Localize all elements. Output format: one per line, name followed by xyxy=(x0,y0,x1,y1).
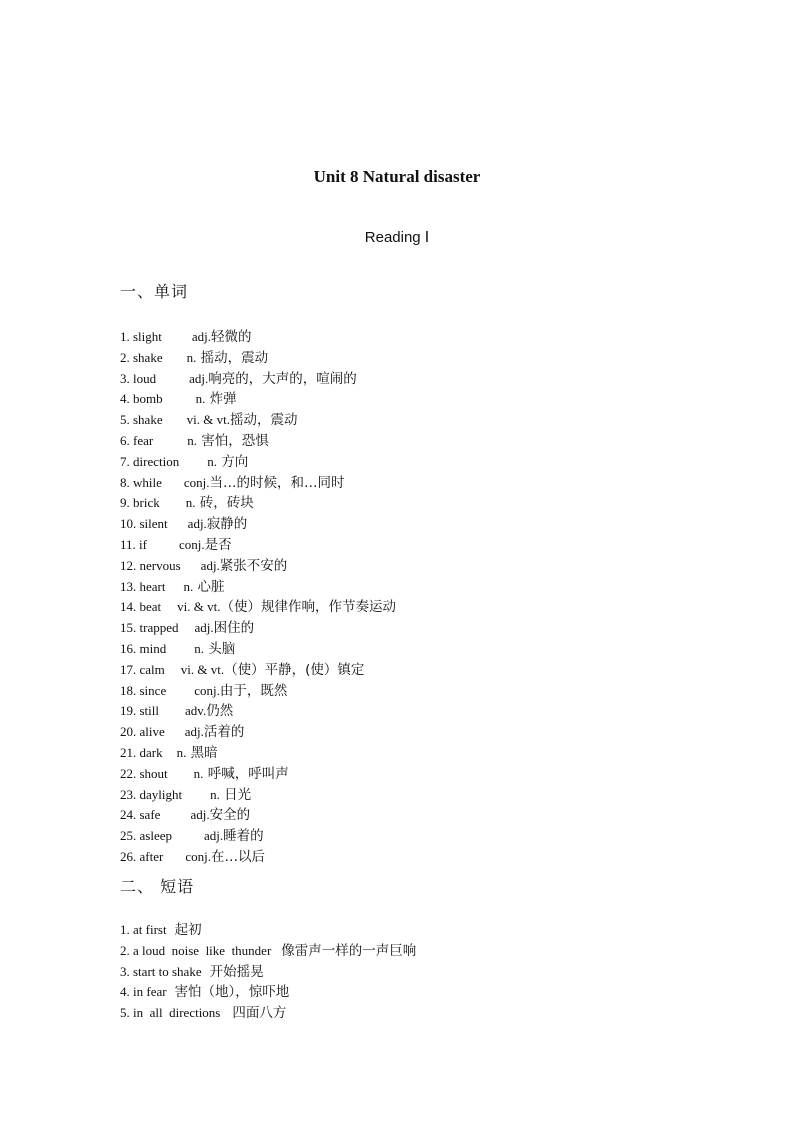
vocab-word: 15. trapped xyxy=(120,620,179,636)
section-heading-phrases: 二、 短语 xyxy=(120,877,195,896)
vocab-meaning: 黑暗 xyxy=(186,744,218,761)
phrase-chinese: 像雷声一样的一声巨响 xyxy=(281,942,417,959)
vocab-meaning: 在…以后 xyxy=(210,848,265,865)
vocab-part-of-speech: adv. xyxy=(185,703,207,719)
vocab-item xyxy=(120,327,396,348)
vocab-meaning: 摇动，震动 xyxy=(229,412,298,429)
vocab-meaning: 仍然 xyxy=(206,703,234,720)
vocab-item xyxy=(120,847,396,868)
vocab-word: 20. alive xyxy=(120,724,165,740)
vocab-word: 10. silent xyxy=(120,516,168,532)
vocabulary-list xyxy=(120,327,396,868)
vocab-item xyxy=(120,369,396,390)
vocab-item xyxy=(120,410,396,431)
vocab-word: 24. safe xyxy=(120,807,161,823)
vocab-word: 16. mind xyxy=(120,640,167,656)
vocab-meaning: 炸弹 xyxy=(205,391,237,408)
vocab-meaning: 是否 xyxy=(204,536,232,553)
vocab-word: 8. while xyxy=(120,474,162,490)
vocab-part-of-speech: conj. xyxy=(178,536,205,552)
vocab-meaning: 头脑 xyxy=(203,640,236,657)
vocab-word: 7. direction xyxy=(120,453,180,469)
phrase-english: 3. start to shake xyxy=(120,963,202,979)
vocab-word: 11. if xyxy=(120,536,147,552)
phrase-item xyxy=(120,920,416,941)
vocab-item xyxy=(120,452,396,473)
vocab-meaning: 活着的 xyxy=(203,724,245,741)
vocab-item xyxy=(120,681,396,702)
vocab-meaning: 呼喊，呼叫声 xyxy=(203,765,289,782)
phrase-english: 5. in all directions xyxy=(120,1005,221,1021)
vocab-item xyxy=(120,577,396,598)
vocab-part-of-speech: vi. & vt. xyxy=(177,599,221,615)
vocab-meaning: 砖，砖块 xyxy=(195,495,254,512)
vocab-part-of-speech: n. xyxy=(176,744,187,760)
phrase-chinese: 开始摇晃 xyxy=(209,963,264,980)
vocab-part-of-speech: adj. xyxy=(190,807,210,823)
vocab-meaning: 寂静的 xyxy=(206,516,248,533)
vocab-meaning: 安全的 xyxy=(209,807,251,824)
phrase-english: 2. a loud noise like thunder xyxy=(120,942,272,958)
vocab-word: 12. nervous xyxy=(120,557,181,573)
phrase-item xyxy=(120,962,416,983)
vocab-part-of-speech: n. xyxy=(193,765,204,781)
vocab-word: 25. asleep xyxy=(120,828,172,844)
phrase-item xyxy=(120,982,416,1003)
phrase-english: 4. in fear xyxy=(120,984,167,1000)
vocab-word: 18. since xyxy=(120,682,167,698)
vocab-item xyxy=(120,431,396,452)
vocab-part-of-speech: n. xyxy=(185,495,196,511)
vocab-item xyxy=(120,535,396,556)
vocab-item xyxy=(120,389,396,410)
vocab-item xyxy=(120,473,396,494)
vocab-meaning: （使）平静，(使）镇定 xyxy=(224,661,365,678)
vocab-item xyxy=(120,348,396,369)
vocab-word: 19. still xyxy=(120,703,160,719)
vocab-word: 4. bomb xyxy=(120,391,163,407)
phrase-list xyxy=(120,920,416,1024)
vocab-item xyxy=(120,701,396,722)
vocab-part-of-speech: adj. xyxy=(194,620,214,636)
vocab-word: 2. shake xyxy=(120,349,163,365)
vocab-part-of-speech: n. xyxy=(194,640,204,656)
vocab-meaning: 由于，既然 xyxy=(219,682,288,699)
vocab-word: 22. shout xyxy=(120,765,168,781)
document-title: Unit 8 Natural disaster xyxy=(313,167,481,186)
vocab-part-of-speech: adj. xyxy=(187,516,207,532)
phrase-chinese: 起初 xyxy=(174,922,202,938)
vocab-item xyxy=(120,764,396,785)
vocab-word: 9. brick xyxy=(120,495,160,511)
vocab-word: 14. beat xyxy=(120,599,162,615)
vocab-part-of-speech: n. xyxy=(207,453,217,469)
vocab-meaning: 响亮的，大声的，喧闹的 xyxy=(208,370,357,387)
phrase-chinese: 害怕（地），惊吓地 xyxy=(174,984,290,1001)
phrase-item xyxy=(120,941,416,962)
vocab-item xyxy=(120,556,396,577)
vocab-item xyxy=(120,722,396,743)
vocab-meaning: 紧张不安的 xyxy=(219,557,288,574)
vocab-item xyxy=(120,618,396,639)
vocab-meaning: 害怕，恐惧 xyxy=(196,432,269,449)
vocab-item xyxy=(120,639,396,660)
section-heading-vocabulary: 一、单词 xyxy=(120,282,189,301)
vocab-word: 23. daylight xyxy=(120,786,183,802)
vocab-part-of-speech: n. xyxy=(210,786,220,802)
vocab-item xyxy=(120,743,396,764)
vocab-word: 3. loud xyxy=(120,370,157,386)
vocab-meaning: 当…的时候，和…同时 xyxy=(209,474,345,491)
vocab-word: 6. fear xyxy=(120,432,154,448)
vocab-part-of-speech: conj. xyxy=(185,848,211,864)
vocab-item xyxy=(120,597,396,618)
phrase-item xyxy=(120,1003,416,1024)
vocab-word: 13. heart xyxy=(120,578,166,594)
vocab-word: 1. slight xyxy=(120,329,162,344)
phrase-chinese: 四面八方 xyxy=(232,1005,287,1022)
vocab-meaning: 日光 xyxy=(219,786,252,803)
vocab-part-of-speech: adj. xyxy=(191,329,212,344)
vocab-item xyxy=(120,826,396,847)
vocab-item xyxy=(120,514,396,535)
vocab-meaning: 方向 xyxy=(216,453,249,470)
vocab-word: 21. dark xyxy=(120,744,163,760)
vocab-meaning: 睡着的 xyxy=(223,828,264,845)
vocab-part-of-speech: n. xyxy=(186,349,197,365)
vocab-item xyxy=(120,660,396,681)
vocab-meaning: （使）规律作响，作节奏运动 xyxy=(220,599,396,616)
vocab-word: 17. calm xyxy=(120,661,165,677)
vocab-word: 26. after xyxy=(120,848,164,864)
vocab-word: 5. shake xyxy=(120,412,163,428)
vocab-part-of-speech: adj. xyxy=(184,724,204,740)
vocab-meaning: 心脏 xyxy=(193,578,225,595)
vocab-item xyxy=(120,805,396,826)
vocab-part-of-speech: conj. xyxy=(183,474,210,490)
vocab-meaning: 摇动，震动 xyxy=(196,349,269,366)
vocab-part-of-speech: n. xyxy=(195,391,206,407)
phrase-english: 1. at first xyxy=(120,922,167,937)
vocab-part-of-speech: adj. xyxy=(189,370,209,386)
vocab-meaning: 困住的 xyxy=(213,620,255,637)
vocab-item xyxy=(120,493,396,514)
vocab-part-of-speech: adj. xyxy=(203,828,224,844)
vocab-part-of-speech: n. xyxy=(183,578,194,594)
vocab-part-of-speech: conj. xyxy=(194,682,220,698)
vocab-part-of-speech: vi. & vt. xyxy=(180,661,225,677)
vocab-part-of-speech: adj. xyxy=(200,557,220,573)
vocab-part-of-speech: vi. & vt. xyxy=(186,412,230,428)
vocab-item xyxy=(120,785,396,806)
vocab-meaning: 轻微的 xyxy=(211,329,252,345)
document-subtitle: Reading Ⅰ xyxy=(364,229,430,246)
vocab-part-of-speech: n. xyxy=(187,432,197,448)
